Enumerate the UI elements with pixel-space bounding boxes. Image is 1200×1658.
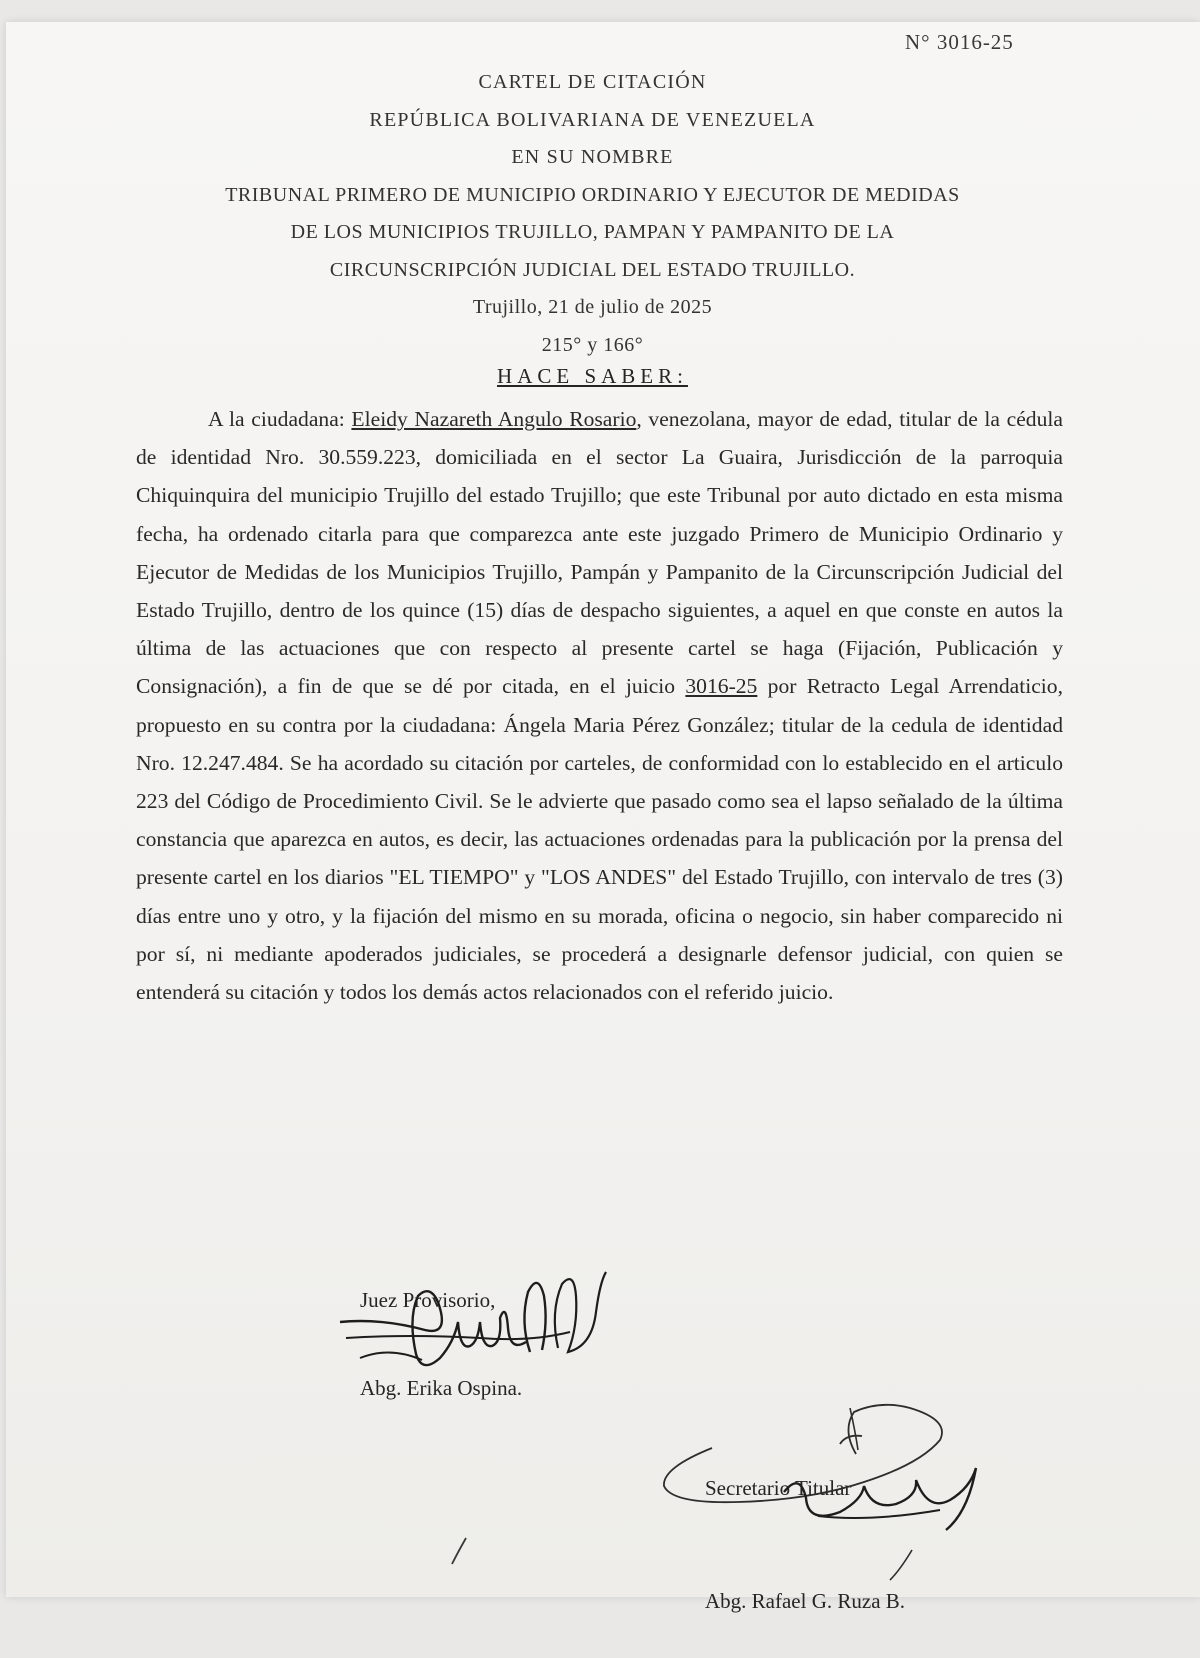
header-country: REPÚBLICA BOLIVARIANA DE VENEZUELA [369,108,816,131]
secretary-signature-block [705,1432,905,1658]
judge-name: Abg. Erika Ospina. [360,1376,523,1400]
secretary-name: Abg. Rafael G. Ruza B. [705,1589,906,1613]
document-header [0,64,1185,364]
body-part-2: por Retracto Legal Arrendaticio, propuesto en su contra por la ciudadana: Ángela Maria Pérez González; titular de la cedula de identidad Nro. 12.247.484. Se ha acordado su citación por carteles, de conformidad con lo establecido en el articulo 223 del Código de Procedimiento Civil. Se le advierte que pasado como sea el lapso señalado de la última constancia que aparezca en autos, es decir, las actuaciones ordenadas para la publicación por la prensa del presente cartel en los diarios "EL TIEMPO" y "LOS ANDES" del Estado Trujillo, con intervalo de tres (3) días entre uno y otro, y la fijación del mismo en su morada, oficina o negocio, sin haber comparecido ni por sí, ni mediante apoderados judiciales, se procederá a designarle defensor judicial, con quien se entenderá su citación y todos los demás actos relacionados con el referido juicio. [136,674,1063,1005]
citee-name: Eleidy Nazareth Angulo Rosario [351,407,637,431]
body-paragraph [136,400,1063,1011]
hace-saber-heading [0,364,1185,389]
hace-saber-text: HACE SABER: [497,364,688,388]
judge-signature-block [360,1256,522,1432]
header-title: CARTEL DE CITACIÓN [478,71,707,93]
judge-title: Juez Provisorio, [360,1288,496,1312]
body-part-1: , venezolana, mayor de edad, titular de la cédula de identidad Nro. 30.559.223, domiciliada en el sector La Guaira, Jurisdicción de la parroquia Chiquinquira del municipio Trujillo del estado Trujillo; que este Tribunal por auto dictado en esta misma fecha, ha ordenado citarla para que comparezca ante este juzgado Primero de Municipio Ordinario y Ejecutor de Medidas de los Municipios Trujillo, Pampán y Pampanito de la Circunscripción Judicial del Estado Trujillo, dentro de los quince (15) días de despacho siguientes, a aquel en que conste en autos la última de las actuaciones que con respecto al presente cartel se haga (Fijación, Publicación y Consignación), a fin de que se dé por citada, en el juicio [136,407,1063,699]
document-number: N° 3016-25 [905,30,1014,54]
header-date: Trujillo, 21 de julio de 2025 [472,296,713,318]
header-en-su-nombre: EN SU NOMBRE [511,146,674,168]
header-court-line-3: CIRCUNSCRIPCIÓN JUDICIAL DEL ESTADO TRUJILLO. [329,258,856,281]
header-court-line-2: DE LOS MUNICIPIOS TRUJILLO, PAMPAN Y PAMPANITO DE LA [290,221,895,243]
secretary-title: Secretario Titular [705,1476,852,1500]
body-intro: A la ciudadana: [208,407,352,431]
body-text [136,400,1063,1011]
header-court-line-1: TRIBUNAL PRIMERO DE MUNICIPIO ORDINARIO Y EJECUTOR DE MEDIDAS [225,183,960,206]
header-years: 215° y 166° [541,333,644,356]
case-number: 3016-25 [685,674,758,699]
